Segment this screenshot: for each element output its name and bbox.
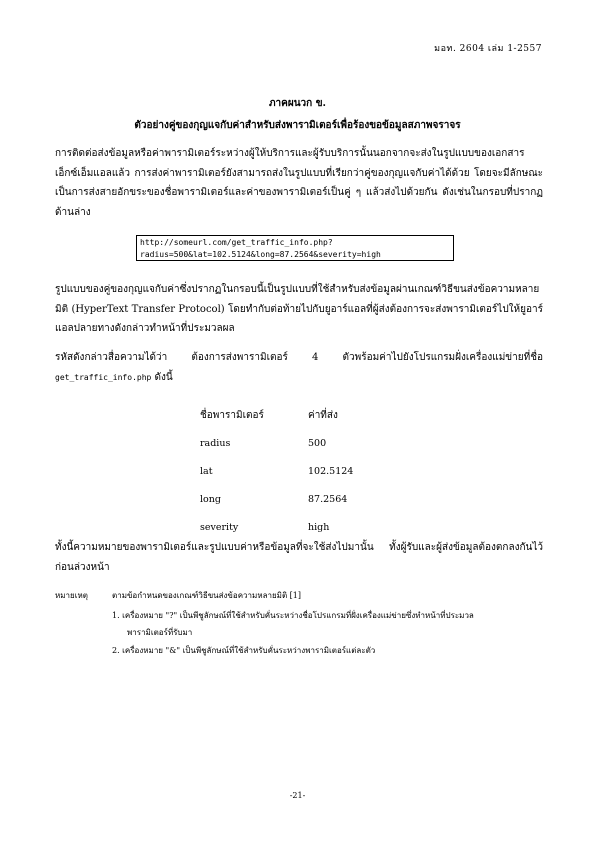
param-value: 500 — [308, 437, 327, 449]
param-value: 87.2564 — [308, 493, 348, 505]
standard-code: มอท. 2604 เล่ม 1-2557 — [434, 44, 542, 54]
paragraph-meaning-text: รหัสดังกล่าวสื่อความได้ว่า ต้องการส่งพารามิเตอร์ 4 ตัวพร้อมค่าไปยังโปรแกรมฝั่งเครื่องแม่ข่ายที่ชื่อ — [55, 352, 543, 363]
param-name: radius — [200, 437, 231, 449]
note-label: หมายเหตุ — [55, 591, 88, 600]
appendix-title: ภาคผนวก ข. — [268, 98, 327, 109]
parameter-table — [200, 401, 398, 541]
param-name: long — [200, 493, 221, 505]
param-value: high — [308, 521, 330, 533]
parameter-table-header — [200, 401, 398, 429]
table-row — [200, 485, 398, 513]
param-value: 102.5124 — [308, 465, 354, 477]
header-param-value: ค่าที่ส่ง — [308, 409, 338, 421]
table-row — [200, 457, 398, 485]
paragraph-intro: การติดต่อส่งข้อมูลหรือค่าพารามิเตอร์ระหว่างผู้ให้บริการและผู้รับบริการนั้นนอกจากจะส่งในรูปแบบของเอกสารเอ็กซ์เอ็มแอลแล้ว การส่งค่าพารามิเตอร์ยังสามารถส่งในรูปแบบที่เรียกว่าคู่ของกุญแจกับค่าได้ด้วย โดยจะมีลักษณะเป็นการส่งสายอักขระของชื่อพารามิเตอร์และค่าของพารามิเตอร์เป็นคู่ ๆ แล้วส่งไปด้วยกัน ดังเช่นในกรอบที่ปรากฏด้านล่าง — [55, 148, 543, 218]
param-name: lat — [200, 465, 213, 477]
header-param-name: ชื่อพารามิเตอร์ — [200, 409, 264, 421]
table-row — [200, 429, 398, 457]
appendix-subtitle: ตัวอย่างคู่ของกุญแจกับค่าสำหรับส่งพารามิเตอร์เพื่อร้องขอข้อมูลสภาพจราจร — [134, 120, 461, 131]
page-number: -21- — [289, 791, 306, 800]
url-example-box — [136, 235, 454, 261]
note-item-1-cont: พารามิเตอร์ที่รับมา — [127, 628, 193, 637]
program-name: get_traffic_info.php — [55, 372, 152, 382]
note-intro: ตามข้อกำหนดของเกณฑ์วิธีขนส่งข้อความหลายมิติ [1] — [112, 591, 302, 600]
paragraph-meaning-suffix: ดังนี้ — [154, 371, 173, 383]
table-row — [200, 513, 398, 541]
note-item-2: 2. เครื่องหมาย "&" เป็นพีชูลักษณ์ที่ใช้สำหรับคั่นระหว่างพารามิเตอร์แต่ละตัว — [112, 646, 376, 655]
paragraph-meaning — [55, 348, 543, 387]
url-line-2: radius=500&lat=102.5124&long=87.2564&severity=high — [140, 250, 381, 259]
param-name: severity — [200, 521, 239, 533]
note-item-1: 1. เครื่องหมาย "?" เป็นพีชูลักษณ์ที่ใช้สำหรับคั่นระหว่างชื่อโปรแกรมที่ฝั่งเครื่องแม่ข่ายซึ่งทำหน้าที่ประมวล — [112, 611, 474, 620]
url-line-1: http://someurl.com/get_traffic_info.php? — [140, 238, 333, 247]
paragraph-agreement: ทั้งนี้ความหมายของพารามิเตอร์และรูปแบบค่าหรือข้อมูลที่จะใช้ส่งไปมานั้น ทั้งผู้รับและผู้ส่งข้อมูลต้องตกลงกันไว้ก่อนล่วงหน้า — [55, 542, 543, 573]
paragraph-format: รูปแบบของคู่ของกุญแจกับค่าซึ่งปรากฏในกรอบนี้เป็นรูปแบบที่ใช้สำหรับส่งข้อมูลผ่านเกณฑ์วิธีขนส่งข้อความหลายมิติ (HyperText Transfer Protocol) โดยทำกับต่อท้ายไปกับยูอาร์แอลที่ผู้ส่งต้องการจะส่งพารามิเตอร์ไปให้ยูอาร์แอลปลายทางดังกล่าวทำหน้าที่ประมวลผล — [55, 284, 543, 334]
